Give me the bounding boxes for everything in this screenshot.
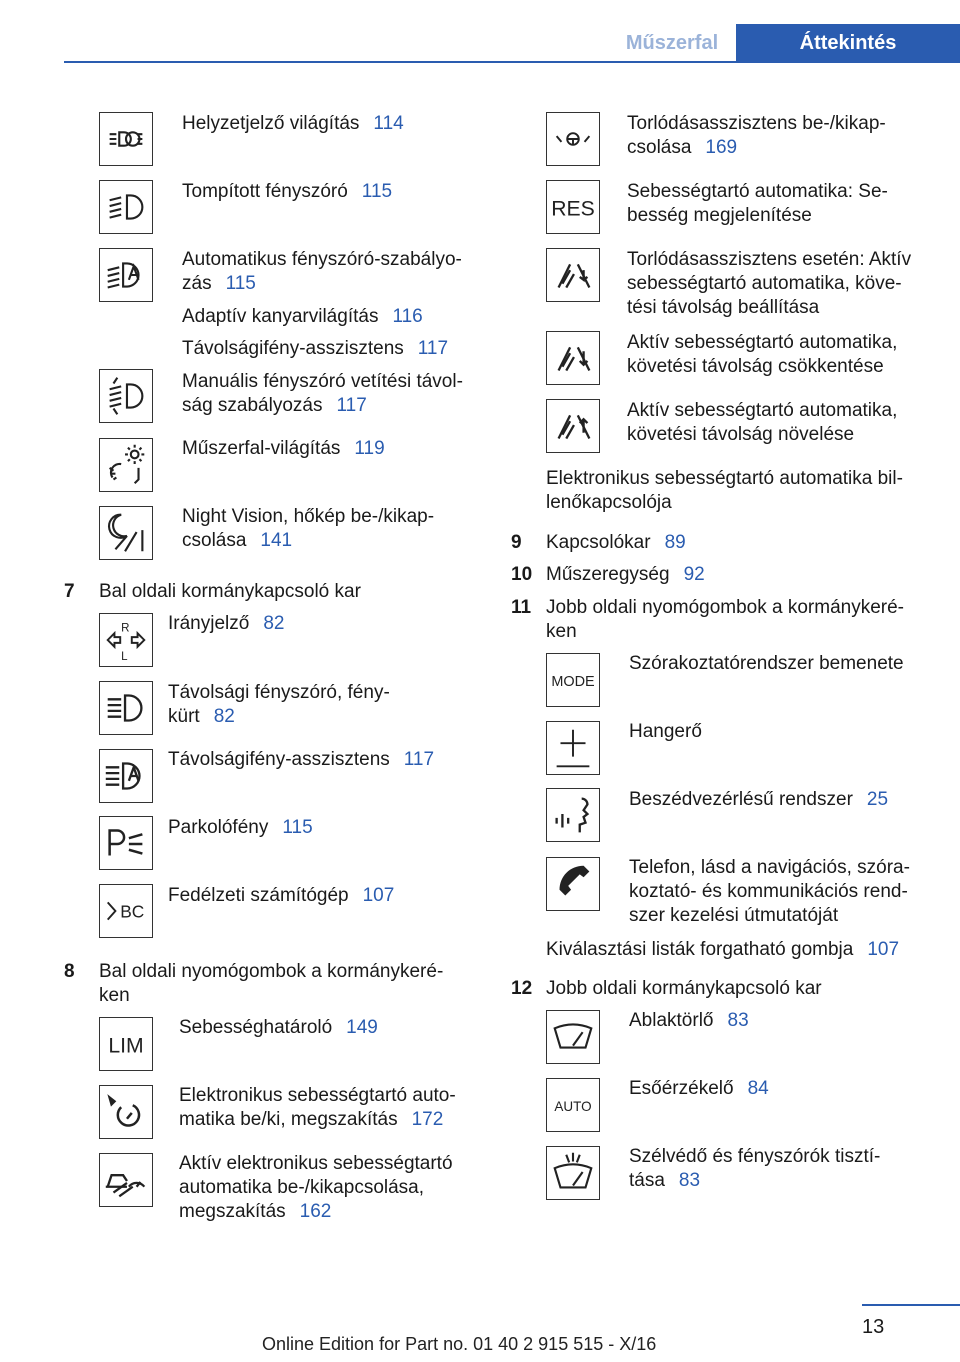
item-speed-limiter: Sebességhatároló 149: [179, 1017, 378, 1038]
section-number-11: 11: [511, 597, 532, 618]
low-beam-icon: [99, 180, 153, 234]
item-night-vision: Night Vision, hőkép be-/kikap- csolása 141: [182, 506, 435, 551]
icon-letter-r: R: [121, 622, 130, 635]
page-ref[interactable]: 117: [403, 749, 435, 770]
page-ref[interactable]: 116: [392, 306, 423, 327]
parking-light-icon: [99, 816, 153, 870]
section-number-10: 10: [511, 564, 533, 585]
icon-text-auto: AUTO: [554, 1098, 592, 1114]
item-distance-increase: Aktív sebességtartó automatika, követési távolság növelése: [627, 400, 898, 445]
item-high-beam-assist: Távolságifény-asszisztens 117: [182, 338, 449, 359]
page-ref[interactable]: 92: [683, 564, 705, 585]
turn-signal-icon: [99, 613, 153, 667]
page-ref[interactable]: 114: [373, 113, 404, 134]
page-ref[interactable]: 115: [282, 817, 313, 838]
section-number-8: 8: [64, 961, 75, 982]
item-rain-sensor: Esőérzékelő 84: [629, 1078, 769, 1099]
page-ref[interactable]: 119: [354, 438, 385, 459]
page-ref[interactable]: 82: [213, 706, 235, 727]
section-title-7: Bal oldali kormánykapcsoló kar: [99, 581, 361, 602]
item-low-beam: Tompított fényszóró 115: [182, 181, 393, 202]
voice-control-icon: [546, 788, 600, 842]
item-adaptive-cornering: Adaptív kanyarvilágítás 116: [182, 306, 423, 327]
item-parking-light: Parkolófény 115: [168, 817, 313, 838]
item-high-beam: Távolsági fényszóró, fény- kürt 82: [168, 682, 390, 727]
page-ref[interactable]: 115: [361, 181, 393, 202]
section-title-9: Kapcsolókar 89: [546, 532, 686, 553]
section-title-11: Jobb oldali nyomógombok a kormánykeré- ken: [546, 597, 905, 642]
wiper-icon: [546, 1010, 600, 1064]
high-beam-icon: [99, 681, 153, 735]
page-ref[interactable]: 84: [747, 1078, 769, 1099]
item-volume: Hangerő: [629, 721, 702, 742]
page-number: 13: [862, 1316, 885, 1338]
item-high-beam-assist-2: Távolságifény-asszisztens 117: [168, 749, 435, 770]
position-lights-icon: [99, 112, 153, 166]
icon-text-mode: MODE: [551, 673, 595, 690]
page-ref[interactable]: 83: [727, 1010, 749, 1031]
instrument-lighting-icon: [99, 438, 153, 492]
page-ref[interactable]: 83: [678, 1170, 701, 1191]
night-vision-icon: [99, 506, 153, 560]
item-traffic-jam-assist: Torlódásasszisztens be-/kikap- csolása 169: [627, 113, 886, 158]
traffic-jam-assist-icon: [546, 112, 600, 166]
item-rocker-switch: Elektronikus sebességtartó automatika bil- lenőkapcsolója: [546, 468, 903, 513]
page-ref[interactable]: 107: [362, 885, 395, 906]
washer-icon: [546, 1146, 600, 1200]
mode-icon: [546, 653, 600, 707]
volume-icon: [546, 721, 600, 775]
page-ref[interactable]: 89: [664, 532, 686, 553]
auto-headlight-icon: [99, 248, 153, 302]
page-ref[interactable]: 141: [260, 530, 293, 551]
icon-text-lim: LIM: [108, 1034, 144, 1058]
distance-setting-icon: [546, 248, 600, 302]
section-title-10: Műszeregység 92: [546, 564, 705, 585]
header-rule: [64, 61, 960, 63]
item-position-lights: Helyzetjelző világítás 114: [182, 113, 404, 134]
item-cruise-control: Elektronikus sebességtartó auto- matika be/ki, megszakítás 172: [179, 1085, 456, 1130]
item-voice-control: Beszédvezérlésű rendszer 25: [629, 789, 889, 810]
onboard-computer-icon: [99, 884, 153, 938]
item-distance-setting: Torlódásasszisztens esetén: Aktív sebességtartó automatika, köve- tési távolság beállítása: [627, 249, 912, 318]
item-speed-display: Sebességtartó automatika: Se- besség megjelenítése: [627, 181, 888, 226]
section-number-9: 9: [511, 532, 522, 553]
item-wiper: Ablaktörlő 83: [629, 1010, 749, 1031]
page-ref[interactable]: 115: [225, 273, 256, 294]
item-entertainment-source: Szórakoztatórendszer bemenete: [629, 653, 904, 674]
header-section-tab[interactable]: Műszerfal: [625, 31, 719, 54]
item-distance-decrease: Aktív sebességtartó automatika, követési távolság csökkentése: [627, 332, 898, 377]
speed-limiter-icon: [99, 1017, 153, 1071]
rain-sensor-icon: [546, 1078, 600, 1132]
footer-rule: [862, 1304, 960, 1306]
item-washer: Szélvédő és fényszórók tisztí- tása 83: [629, 1146, 881, 1191]
distance-increase-icon: [546, 399, 600, 453]
item-phone: Telefon, lásd a navigációs, szóra- koztató- és kommunikációs rend- szer kezelési útmutatóját: [629, 857, 910, 926]
high-beam-assist-icon: [99, 749, 153, 803]
res-icon: [546, 180, 600, 234]
edition-note: Online Edition for Part no. 01 40 2 915 515 - X/16: [262, 1334, 657, 1354]
icon-letter-l: L: [121, 651, 128, 664]
page-ref[interactable]: 117: [417, 338, 449, 359]
page-ref[interactable]: 107: [867, 939, 900, 960]
section-title-12: Jobb oldali kormánykapcsoló kar: [546, 978, 822, 999]
page-ref[interactable]: 82: [263, 613, 285, 634]
icon-text-bc: BC: [120, 901, 145, 922]
item-selection-dial: Kiválasztási listák forgatható gombja 107: [546, 939, 900, 960]
section-title-8: Bal oldali nyomógombok a kormánykeré- ken: [99, 961, 444, 1006]
active-cruise-icon: [99, 1153, 153, 1207]
item-turn-signal: Irányjelző 82: [168, 613, 285, 634]
item-active-cruise: Aktív elektronikus sebességtartó automatika be-/kikapcsolása, megszakítás 162: [179, 1153, 453, 1222]
page-ref[interactable]: 149: [346, 1017, 378, 1038]
page-ref[interactable]: 162: [299, 1201, 332, 1222]
page-ref[interactable]: 117: [336, 395, 367, 416]
item-onboard-computer: Fedélzeti számítógép 107: [168, 885, 395, 906]
section-number-7: 7: [64, 581, 75, 602]
headlight-range-icon: [99, 369, 153, 423]
item-auto-headlight: Automatikus fényszóró-szabályo- zás 115: [182, 249, 462, 294]
section-number-12: 12: [511, 978, 533, 999]
phone-icon: [546, 857, 600, 911]
page-ref[interactable]: 25: [866, 789, 889, 810]
distance-decrease-icon: [546, 331, 600, 385]
icon-text-res: RES: [551, 197, 595, 221]
header-active-tab[interactable]: Áttekintés: [736, 24, 960, 62]
item-headlight-range: Manuális fényszóró vetítési távol- ság szabályozás 117: [182, 371, 463, 416]
item-instrument-lighting: Műszerfal-világítás 119: [182, 438, 385, 459]
page-ref[interactable]: 172: [411, 1109, 444, 1130]
page-ref[interactable]: 169: [705, 137, 738, 158]
cruise-control-icon: [99, 1085, 153, 1139]
